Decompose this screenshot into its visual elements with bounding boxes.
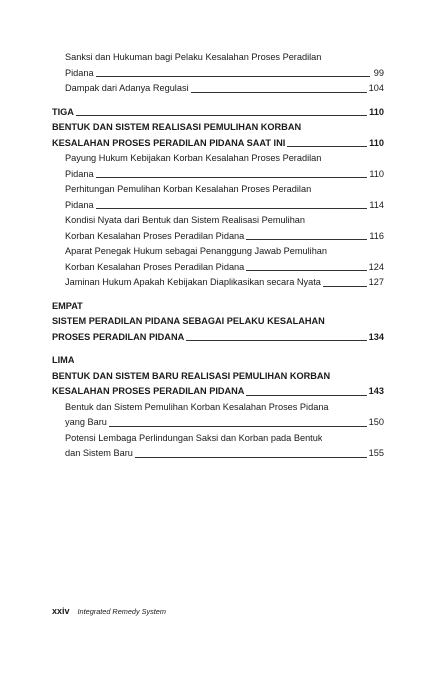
toc-leader-line	[96, 177, 368, 178]
toc-entry-text: KESALAHAN PROSES PERADILAN PIDANA SAAT INI	[52, 137, 286, 148]
toc-leader-line	[323, 286, 367, 287]
toc-leader-line	[246, 395, 366, 396]
toc-chapter-line	[52, 120, 384, 136]
toc-entry-line	[52, 244, 384, 260]
toc-entry-text: Sanksi dan Hukuman bagi Pelaku Kesalahan Proses Peradilan	[65, 52, 322, 62]
toc-chapter-line	[52, 369, 384, 385]
toc-entry-text: Perhitungan Pemulihan Korban Kesalahan Proses Peradilan	[65, 184, 312, 194]
toc-leader-line	[246, 270, 366, 271]
toc-page-number: 116	[369, 230, 384, 241]
toc-chapter-line	[52, 299, 384, 315]
toc-page-number: 114	[369, 199, 384, 210]
footer-book-title: Integrated Remedy System	[77, 607, 166, 616]
toc-entry-text: Aparat Penegak Hukum sebagai Penanggung Jawab Pemulihan	[65, 246, 328, 256]
toc-entry-text: Kondisi Nyata dari Bentuk dan Sistem Realisasi Pemulihan	[65, 215, 306, 225]
toc-leader-line	[96, 208, 368, 209]
toc-entry-line	[52, 446, 384, 462]
toc-page-number: 127	[368, 277, 384, 287]
toc-entry-text: PROSES PERADILAN PIDANA	[52, 331, 185, 342]
toc-entry-text: KESALAHAN PROSES PERADILAN PIDANA	[52, 386, 245, 396]
toc-page-number: 143	[368, 386, 384, 396]
toc-entry-line	[52, 198, 384, 214]
toc-entry-text: Potensi Lembaga Perlindungan Saksi dan Korban pada Bentuk	[65, 432, 323, 443]
toc-entry-line	[52, 182, 384, 198]
toc-page-number: 99	[373, 67, 384, 78]
toc-entry-line	[52, 415, 384, 431]
toc-entry-line	[52, 260, 384, 276]
table-of-contents	[52, 50, 384, 462]
toc-page-number: 134	[368, 331, 384, 342]
toc-entry-text: yang Baru	[65, 417, 107, 427]
toc-chapter-line	[52, 314, 384, 330]
toc-entry-text: dan Sistem Baru	[65, 448, 133, 458]
toc-leader-line	[186, 340, 366, 341]
section-gap	[52, 345, 384, 353]
toc-entry-text: BENTUK DAN SISTEM BARU REALISASI PEMULIHAN KORBAN	[52, 370, 331, 381]
toc-page-number: 150	[368, 417, 384, 427]
toc-chapter-line	[52, 105, 384, 121]
toc-leader-line	[109, 426, 367, 427]
toc-entry-line	[52, 151, 384, 167]
toc-page-number: 124	[368, 261, 384, 272]
toc-entry-text: Jaminan Hukum Apakah Kebijakan Diaplikasikan secara Nyata	[65, 277, 321, 287]
toc-chapter-line	[52, 384, 384, 400]
toc-entry-text: Pidana	[65, 199, 94, 210]
toc-entry-text: LIMA	[52, 355, 75, 365]
toc-entry-line	[52, 66, 384, 82]
toc-leader-line	[246, 239, 367, 240]
toc-entry-line	[52, 275, 384, 291]
toc-entry-text: Dampak dari Adanya Regulasi	[65, 83, 189, 93]
toc-leader-line	[287, 146, 367, 147]
toc-entry-line	[52, 400, 384, 416]
toc-leader-line	[191, 92, 367, 93]
toc-entry-text: Pidana	[65, 67, 94, 78]
toc-page-number: 110	[369, 137, 384, 148]
section-gap	[52, 97, 384, 105]
toc-leader-line	[96, 76, 370, 77]
toc-entry-text: TIGA	[52, 106, 74, 117]
toc-entry-line	[52, 81, 384, 97]
toc-entry-text: Korban Kesalahan Proses Peradilan Pidana	[65, 261, 245, 272]
toc-entry-line	[52, 50, 384, 66]
toc-page-number: 110	[369, 106, 384, 117]
toc-chapter-line	[52, 330, 384, 346]
toc-page-number: 110	[369, 168, 384, 179]
toc-entry-line	[52, 213, 384, 229]
toc-leader-line	[76, 115, 367, 116]
toc-leader-line	[135, 457, 367, 458]
footer-page-number: xxiv	[52, 606, 70, 616]
toc-entry-text: Pidana	[65, 168, 94, 179]
toc-chapter-line	[52, 136, 384, 152]
page-footer	[52, 606, 166, 616]
section-gap	[52, 291, 384, 299]
toc-entry-line	[52, 431, 384, 447]
toc-entry-line	[52, 229, 384, 245]
toc-page-number: 155	[368, 448, 384, 458]
toc-entry-text: SISTEM PERADILAN PIDANA SEBAGAI PELAKU KESALAHAN	[52, 316, 325, 326]
toc-entry-text: Bentuk dan Sistem Pemulihan Korban Kesalahan Proses Pidana	[65, 401, 329, 412]
toc-entry-line	[52, 167, 384, 183]
toc-entry-text: Korban Kesalahan Proses Peradilan Pidana	[65, 230, 245, 241]
toc-entry-text: BENTUK DAN SISTEM REALISASI PEMULIHAN KORBAN	[52, 122, 302, 132]
toc-entry-text: Payung Hukum Kebijakan Korban Kesalahan Proses Peradilan	[65, 153, 322, 163]
toc-entry-text: EMPAT	[52, 300, 83, 311]
toc-page-number: 104	[368, 83, 384, 93]
toc-chapter-line	[52, 353, 384, 369]
